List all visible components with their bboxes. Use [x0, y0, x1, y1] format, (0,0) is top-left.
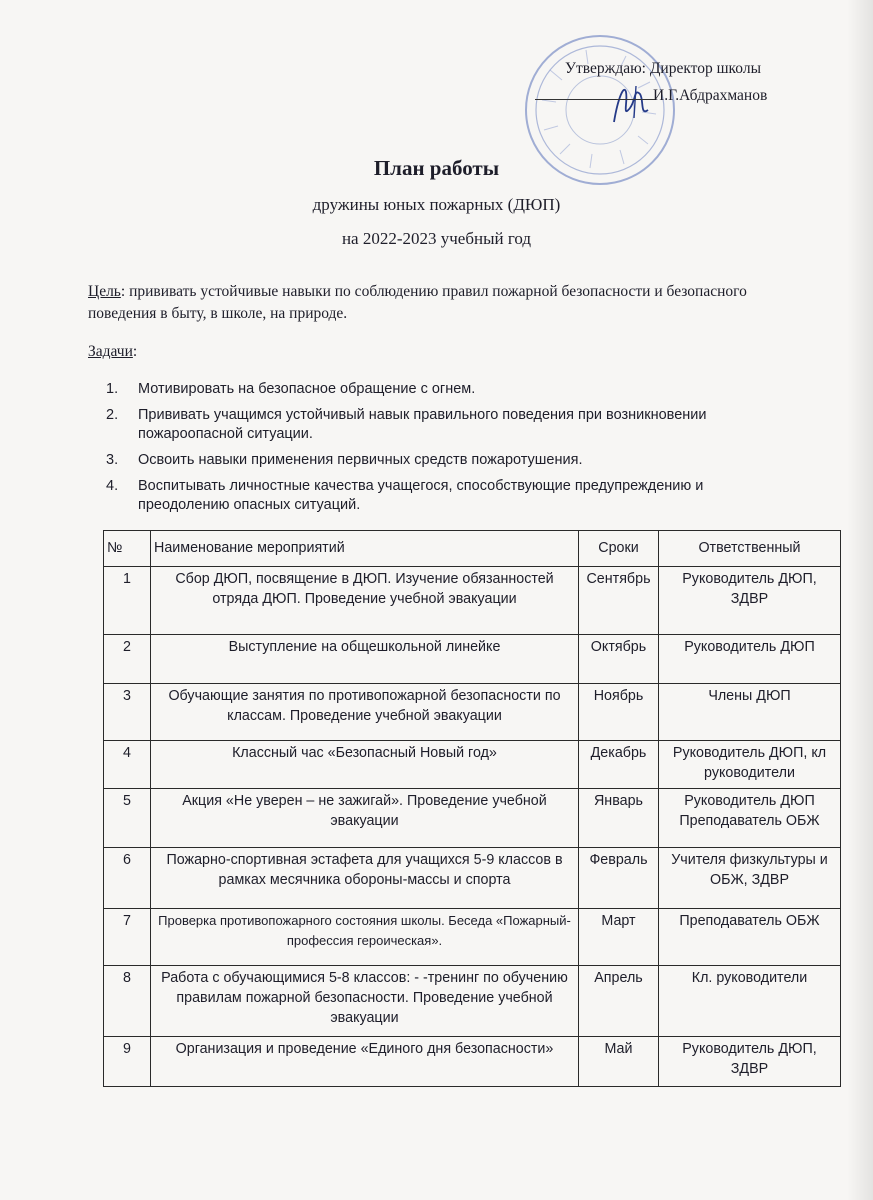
row-number: 9 — [104, 1037, 151, 1087]
approval-block — [565, 58, 767, 106]
row-number: 4 — [104, 741, 151, 789]
task-number: 1. — [106, 381, 119, 397]
task-item — [106, 451, 786, 470]
task-text: Воспитывать личностные качества учащегося, способствующие предупреждению и преодолению опасных ситуаций. — [138, 478, 704, 513]
row-activity: Пожарно-спортивная эстафета для учащихся 5-9 классов в рамках месячника обороны-массы и спорта — [151, 848, 579, 909]
approval-title: Утверждаю: Директор школы — [565, 60, 761, 77]
header-dates: Сроки — [579, 531, 659, 567]
row-number: 2 — [104, 635, 151, 684]
table-row — [104, 848, 841, 909]
goal-label: Цель — [88, 283, 121, 300]
task-number: 3. — [106, 452, 119, 468]
row-responsible: Руководитель ДЮП Преподаватель ОБЖ — [659, 789, 841, 848]
row-date: Сентябрь — [579, 567, 659, 635]
row-activity: Проверка противопожарного состояния школы. Беседа «Пожарный-профессия героическая». — [151, 909, 579, 966]
row-date: Декабрь — [579, 741, 659, 789]
row-responsible: Руководитель ДЮП, ЗДВР — [659, 1037, 841, 1087]
row-date: Январь — [579, 789, 659, 848]
table-row — [104, 741, 841, 789]
row-activity: Сбор ДЮП, посвящение в ДЮП. Изучение обязанностей отряда ДЮП. Проведение учебной эвакуации — [151, 567, 579, 635]
row-date: Ноябрь — [579, 684, 659, 741]
table-header-row — [104, 531, 841, 567]
header-responsible: Ответственный — [659, 531, 841, 567]
row-number: 5 — [104, 789, 151, 848]
row-number: 3 — [104, 684, 151, 741]
goal-text: : прививать устойчивые навыки по соблюдению правил пожарной безопасности и безопасного поведения в быту, в школе, на природе. — [88, 283, 747, 322]
director-name: И.Г.Абдрахманов — [653, 87, 768, 104]
row-activity: Выступление на общешкольной линейке — [151, 635, 579, 684]
row-number: 8 — [104, 966, 151, 1037]
task-text: Мотивировать на безопасное обращение с огнем. — [138, 381, 476, 397]
activities-table — [103, 530, 841, 1087]
row-number: 7 — [104, 909, 151, 966]
task-number: 4. — [106, 478, 119, 494]
task-item — [106, 477, 786, 515]
row-activity: Работа с обучающимися 5-8 классов: - -тренинг по обучению правилам пожарной безопасности. Проведение учебной эвакуации — [151, 966, 579, 1037]
table-row — [104, 966, 841, 1037]
tasks-heading — [88, 343, 137, 361]
row-date: Март — [579, 909, 659, 966]
header-activity-name: Наименование мероприятий — [151, 531, 579, 567]
row-activity: Классный час «Безопасный Новый год» — [151, 741, 579, 789]
table-row — [104, 789, 841, 848]
academic-year: на 2022-2023 учебный год — [341, 229, 532, 248]
tasks-label: Задачи — [88, 343, 133, 360]
row-date: Май — [579, 1037, 659, 1087]
document-subtitle: дружины юных пожарных (ДЮП) — [312, 195, 561, 214]
tasks-colon: : — [132, 343, 138, 360]
row-responsible: Члены ДЮП — [659, 684, 841, 741]
task-item — [106, 380, 786, 399]
goal-paragraph — [88, 281, 788, 325]
table-row — [104, 567, 841, 635]
table-row — [104, 635, 841, 684]
row-date: Октябрь — [579, 635, 659, 684]
row-responsible: Руководитель ДЮП, кл руководители — [659, 741, 841, 789]
tasks-list — [106, 380, 786, 522]
header-number: № — [104, 531, 151, 567]
row-number: 6 — [104, 848, 151, 909]
row-responsible: Руководитель ДЮП — [659, 635, 841, 684]
table-row — [104, 1037, 841, 1087]
table-row — [104, 909, 841, 966]
row-activity: Организация и проведение «Единого дня безопасности» — [151, 1037, 579, 1087]
row-date: Апрель — [579, 966, 659, 1037]
table-row — [104, 684, 841, 741]
row-activity: Акция «Не уверен – не зажигай». Проведение учебной эвакуации — [151, 789, 579, 848]
document-title: План работы — [373, 156, 500, 180]
row-activity: Обучающие занятия по противопожарной безопасности по классам. Проведение учебной эвакуации — [151, 684, 579, 741]
task-text: Освоить навыки применения первичных средств пожаротушения. — [138, 452, 583, 468]
row-date: Февраль — [579, 848, 659, 909]
row-responsible: Руководитель ДЮП, ЗДВР — [659, 567, 841, 635]
row-number: 1 — [104, 567, 151, 635]
signature-line — [535, 99, 655, 100]
row-responsible: Кл. руководители — [659, 966, 841, 1037]
row-responsible: Учителя физкультуры и ОБЖ, ЗДВР — [659, 848, 841, 909]
task-number: 2. — [106, 407, 119, 423]
row-responsible: Преподаватель ОБЖ — [659, 909, 841, 966]
task-text: Прививать учащимся устойчивый навык правильного поведения при возникновении пожароопасной ситуации. — [138, 407, 707, 442]
task-item — [106, 406, 786, 444]
